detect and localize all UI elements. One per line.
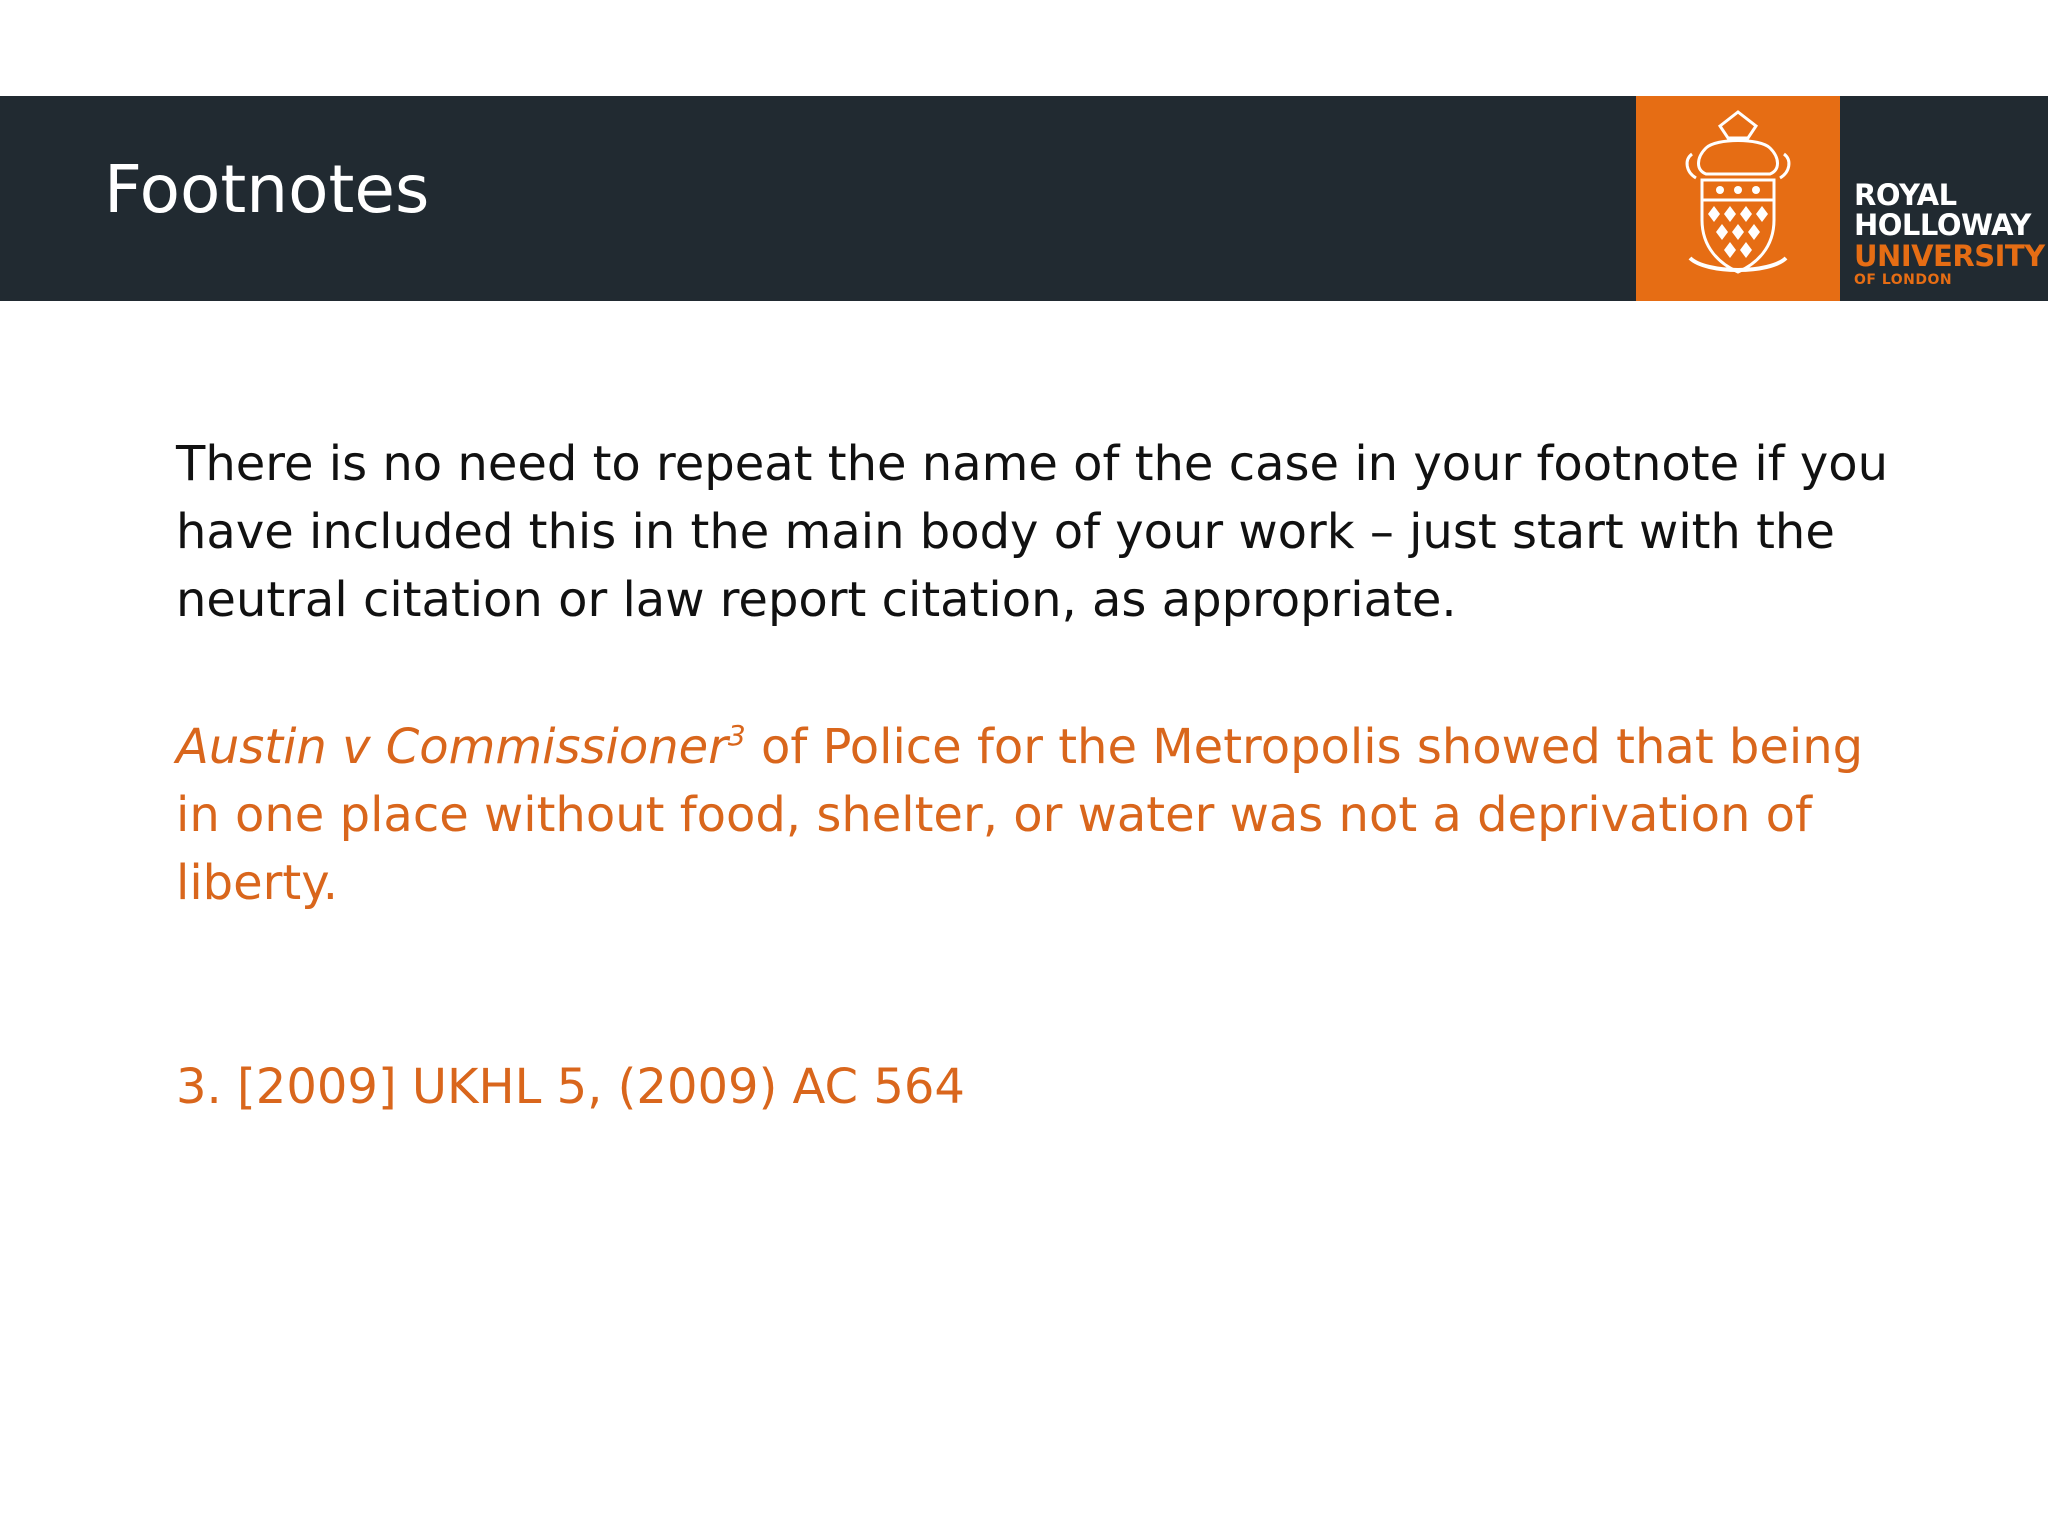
slide-content xyxy=(176,430,1889,1121)
example-line-rest: of Police for the Metropolis showed that being xyxy=(745,719,1864,775)
logo-line-of-london: OF LONDON xyxy=(1854,272,1953,288)
example-line xyxy=(176,702,1876,781)
footnote-citation: 3. [2009] UKHL 5, (2009) AC 564 xyxy=(176,1059,965,1115)
example-line: liberty. xyxy=(176,855,339,911)
logo-line-university: UNIVERSITY xyxy=(1854,239,2045,273)
example-paragraph xyxy=(176,702,1876,917)
case-name: Austin v Commissioner xyxy=(176,719,728,775)
university-crest-icon xyxy=(1676,108,1800,288)
logo-line-royal: ROYAL xyxy=(1854,178,1957,212)
logo-crest-panel xyxy=(1636,96,1840,301)
slide-title: Footnotes xyxy=(104,151,430,228)
logo-line-holloway: HOLLOWAY xyxy=(1854,208,2031,242)
instruction-line: neutral citation or law report citation, as appropriate. xyxy=(176,572,1457,628)
instruction-line: have included this in the main body of your work – just start with the xyxy=(176,504,1835,560)
logo-wordmark xyxy=(1840,96,2048,301)
instruction-line: There is no need to repeat the name of the case in your footnote if you xyxy=(176,436,1889,492)
example-line: in one place without food, shelter, or water was not a deprivation of xyxy=(176,787,1812,843)
footnote-marker: 3 xyxy=(727,719,746,752)
instruction-paragraph xyxy=(176,430,1889,634)
